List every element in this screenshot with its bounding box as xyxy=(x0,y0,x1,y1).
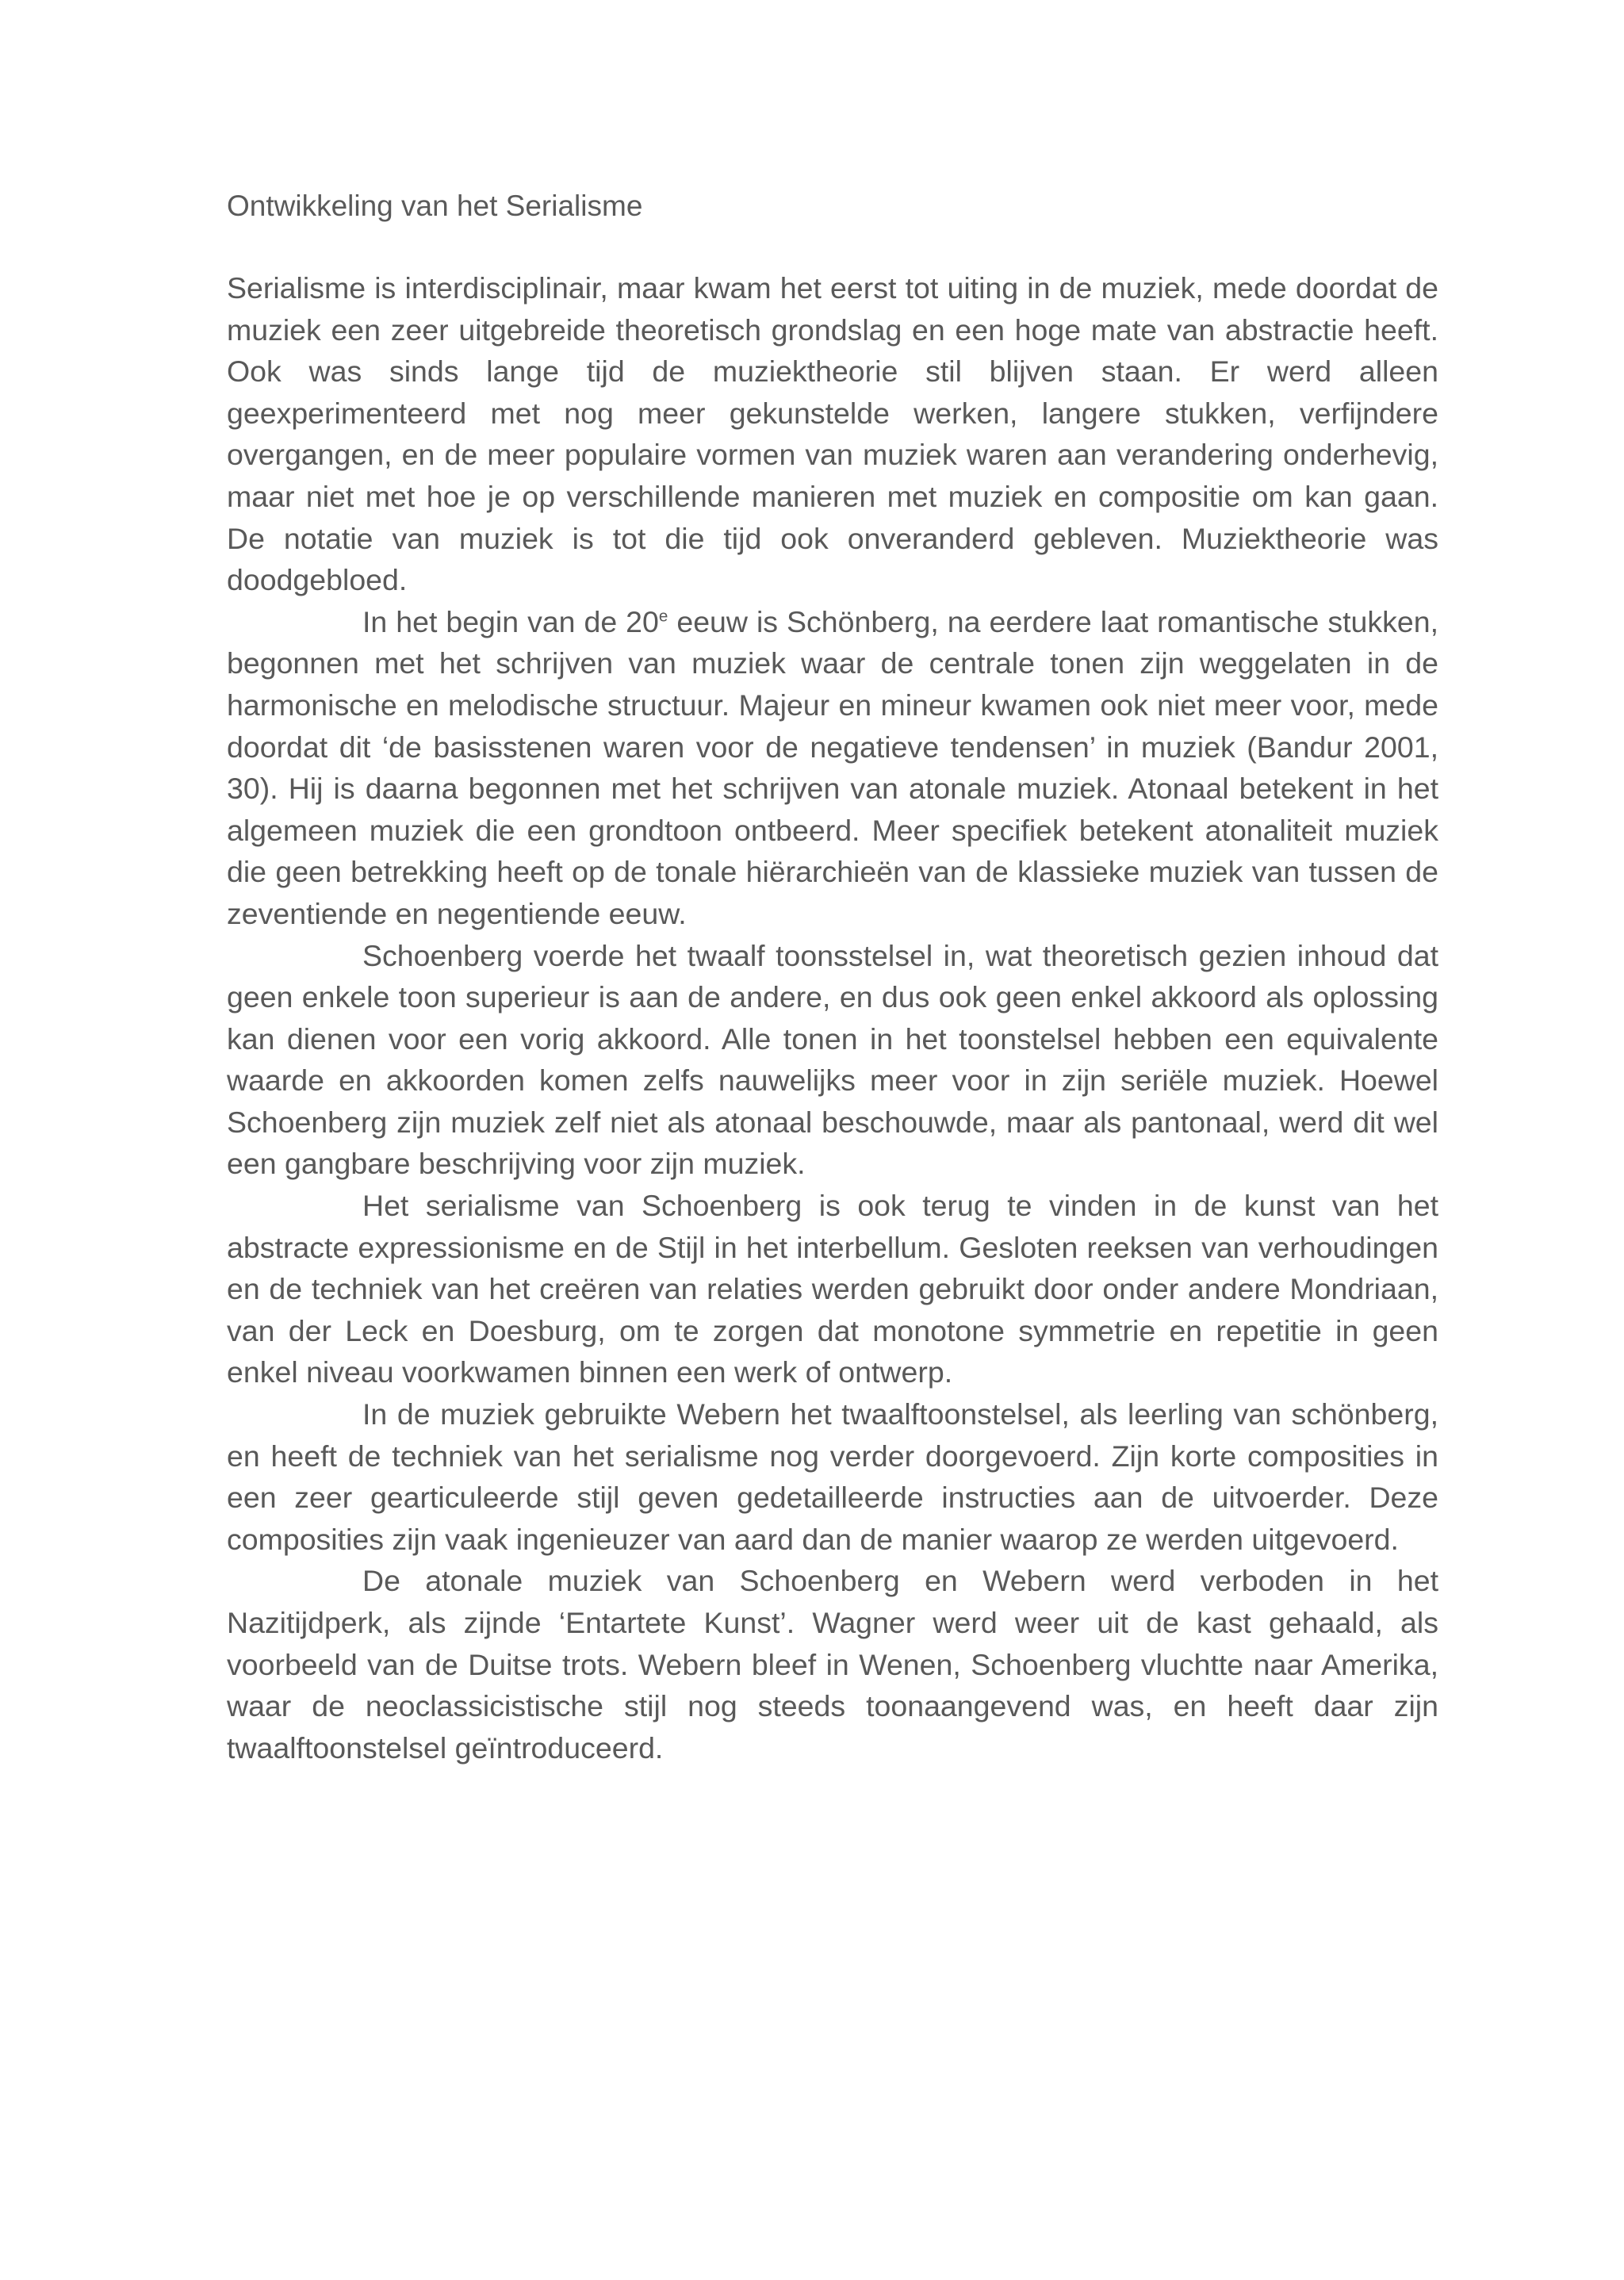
paragraph-intro: Serialisme is interdisciplinair, maar kwam het eerst tot uiting in de muziek, mede doordat de muziek een zeer uitgebreide theoretisch grondslag en een hoge mate van abstractie heeft. Ook was sinds lange tijd de muziektheorie stil blijven staan. Er werd alleen geexperimenteerd met nog meer gekunstelde werken, langere stukken, verfijndere overgangen, en de meer populaire vormen van muziek waren aan verandering onderhevig, maar niet met hoe je op verschillende manieren met muziek en compositie om kan gaan. De notatie van muziek is tot die tijd ook onveranderd gebleven. Muziektheorie was doodgebloed. xyxy=(227,271,1438,597)
paragraph-kunst: Het serialisme van Schoenberg is ook terug te vinden in de kunst van het abstracte expressionisme en de Stijl in het interbellum. Gesloten reeksen van verhoudingen en de techniek van het creëren van relaties werden gebruikt door onder andere Mondriaan, van der Leck en Doesburg, om te zorgen dat monotone symmetrie en repetitie in geen enkel niveau voorkwamen binnen een werk of ontwerp. xyxy=(227,1189,1438,1389)
paragraph-twaalftoon: Schoenberg voerde het twaalf toonsstelsel in, wat theoretisch gezien inhoud dat geen enkele toon superieur is aan de andere, en dus ook geen enkel akkoord als oplossing kan dienen voor een vorig akkoord. Alle tonen in het toonstelsel hebben een equivalente waarde en akkoorden komen zelfs nauwelijks meer voor in zijn seriële muziek. Hoewel Schoenberg zijn muziek zelf niet als atonaal beschouwde, maar als pantonaal, werd dit wel een gangbare beschrijving voor zijn muziek. xyxy=(227,938,1438,1181)
paragraph-text-part: eeuw is Schönberg, na eerdere laat romantische stukken, begonnen met het schrijven van muziek waar de centrale tonen zijn weggelaten in de harmonische en melodische structuur. Majeur en mineur kwamen ook niet meer voor, mede doordat dit ‘de basisstenen waren voor de negatieve tendensen’ in muziek (Bandur 2001, 30). Hij is daarna begonnen met het schrijven van atonale muziek. Atonaal betekent in het algemeen muziek die een grondtoon ontbeerd. Meer specifiek betekent atonaliteit muziek die geen betrekking heeft op de tonale hiërarchieën van de klassieke muziek van tussen de zeventiende en negentiende eeuw. xyxy=(227,604,1439,930)
paragraph-schonberg-begin xyxy=(227,601,1438,935)
paragraph-nazitijdperk: De atonale muziek van Schoenberg en Webern werd verboden in het Nazitijdperk, als zijnde ‘Entartete Kunst’. Wagner werd weer uit de kast gehaald, als voorbeeld van de Duitse trots. Webern bleef in Wenen, Schoenberg vluchtte naar Amerika, waar de neoclassicistische stijl nog steeds toonaangevend was, en heeft daar zijn twaalftoonstelsel geïntroduceerd. xyxy=(227,1564,1438,1765)
paragraph-webern: In de muziek gebruikte Webern het twaalftoonstelsel, als leerling van schönberg, en heeft de techniek van het serialisme nog verder doorgevoerd. Zijn korte composities in een zeer gearticuleerde stijl geven gedetailleerde instructies aan de uitvoerder. Deze composities zijn vaak ingenieuzer van aard dan de manier waarop ze werden uitgevoerd. xyxy=(227,1397,1438,1556)
document-title: Ontwikkeling van het Serialisme xyxy=(227,190,643,222)
paragraph-text-part: In het begin van de 20 xyxy=(362,604,659,638)
ordinal-superscript: e xyxy=(658,607,668,626)
document-page xyxy=(227,186,1438,1768)
